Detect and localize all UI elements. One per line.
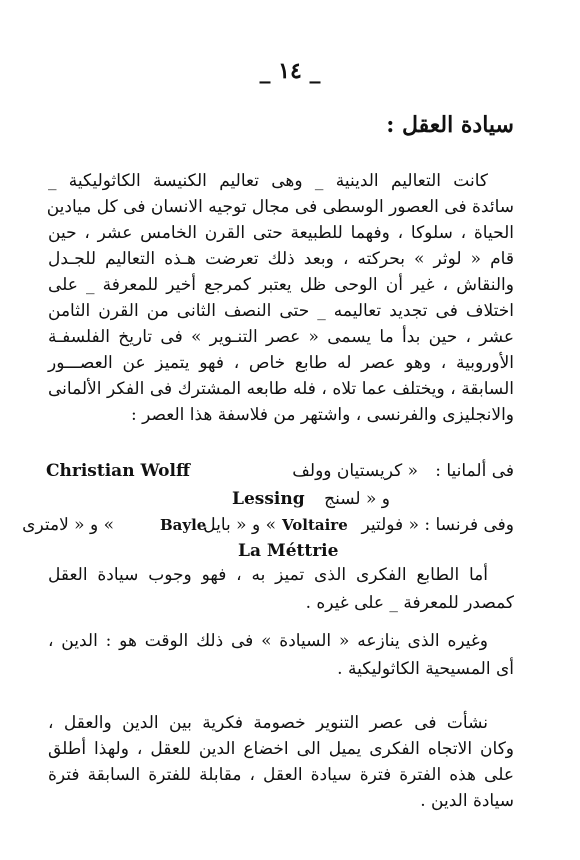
paragraph-1-line: والنقاش ، غير أن الوحى ظل يعتبر كمرجع أخير للمعرفة _ على xyxy=(48,275,514,295)
paragraph-4-line: نشأت فى عصر التنوير خصومة فكرية بين الدين والعقل ، xyxy=(48,713,488,733)
lessing-arabic: و « لسنج xyxy=(324,489,390,509)
paragraph-1-line: اختلاف فى تجديد تعاليمه _ حتى النصف الثانى من القرن الثامن xyxy=(48,301,514,321)
paragraph-1-line: كانت التعاليم الدينية _ وهى تعاليم الكنيسة الكاثوليكية _ xyxy=(48,171,488,191)
paragraph-1-line: عشر ، حين بدأ ما يسمى « عصر التنـوير » فى تاريخ الفلسفـة xyxy=(48,327,514,347)
bayle-latin: Bayle xyxy=(160,516,207,534)
france-line: وفى فرنسا : « فولتير xyxy=(361,515,514,535)
paragraph-1-line: الحياة ، سلوكا ، وفهما للطبيعة حتى القرن الخامس عشر ، حين xyxy=(48,223,514,243)
lessing-latin: Lessing xyxy=(232,489,305,509)
paragraph-3-line: وغيره الذى ينازعه « السيادة » فى ذلك الوقت هو : الدين ، xyxy=(48,631,488,651)
wolff-arabic: « كريستيان وولف xyxy=(292,461,418,481)
germany-label: فى ألمانيا : xyxy=(435,461,514,481)
paragraph-1-line: السابقة ، ويختلف عما تلاه ، فله طابعه المشترك فى الفكر الألمانى xyxy=(48,379,514,399)
page-number: _ ١٤ _ xyxy=(259,58,321,84)
paragraph-1-line: والانجليزى والفرنسى ، واشتهر من فلاسفة هذا العصر : xyxy=(130,405,514,425)
paragraph-2-line: أما الطابع الفكرى الذى تميز به ، فهو وجوب سيادة العقل xyxy=(48,565,488,585)
paragraph-4-line: وكان الاتجاه الفكرى يميل الى اخضاع الدين للعقل ، ولهذا أطلق xyxy=(48,739,514,759)
paragraph-1-line: الأوروبية ، وهو عصر له طابع خاص ، فهو يتميز عن العصـــور xyxy=(48,353,514,373)
paragraph-1-line: قام « لوثر » بحركته ، وبعد ذلك تعرضت هـذه التعاليم للجـدل xyxy=(48,249,514,269)
wolff-latin: Christian Wolff xyxy=(46,461,190,481)
bayle-arabic: » و « بايل xyxy=(203,515,276,535)
mettrie-arabic: » و « لامترى xyxy=(22,515,114,535)
paragraph-2-line: كمصدر للمعرفة _ على غيره . xyxy=(305,593,514,613)
paragraph-3-line: أى المسيحية الكاثوليكية . xyxy=(337,659,514,679)
section-heading: سيادة العقل : xyxy=(386,112,514,138)
paragraph-4-line: على هذه الفترة فترة سيادة العقل ، مقابلة للفترة السابقة فترة xyxy=(48,765,514,785)
paragraph-4-line: سيادة الدين . xyxy=(420,791,514,811)
mettrie-latin: La Méttrie xyxy=(238,541,339,561)
paragraph-1-line: سائدة فى العصور الوسطى فى مجال توجيه الانسان فى كل ميادين xyxy=(46,197,514,217)
voltaire-latin: Voltaire xyxy=(282,516,348,534)
